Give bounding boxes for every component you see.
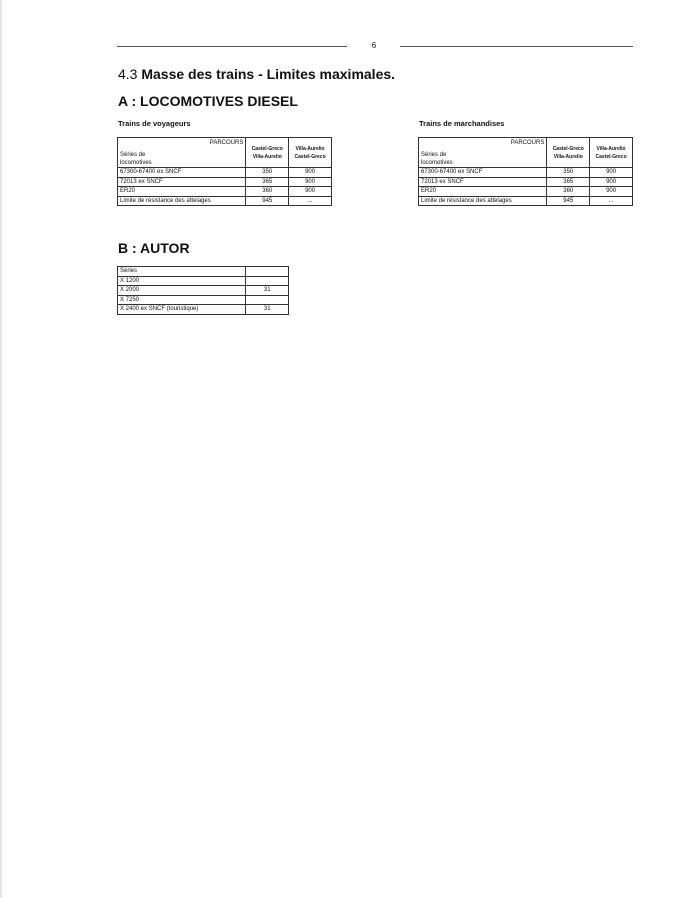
table-row (118, 267, 289, 277)
section-b-heading: B : AUTOR (118, 240, 190, 256)
route-header (246, 138, 289, 168)
row-value: 360 (547, 187, 590, 197)
row-label: Limite de résistance des attelages (419, 196, 547, 206)
table-autor (117, 266, 289, 315)
table-row (419, 187, 633, 197)
page-number: 6 (371, 41, 377, 50)
series-label (118, 148, 246, 168)
table-row (118, 286, 289, 296)
row-value: 900 (289, 177, 332, 187)
route-from: Castel-Greco (251, 145, 283, 152)
route-from: Villa-Aurelio (295, 145, 325, 152)
table-row (419, 168, 633, 178)
row-label: X 2400 ex SNCF (touristique) (118, 305, 246, 315)
row-label: ER20 (419, 187, 547, 197)
row-label: 67300-67400 ex SNCF (419, 168, 547, 178)
header-value (246, 267, 289, 277)
table-voyageurs (117, 137, 332, 206)
row-label: 67300-67400 ex SNCF (118, 168, 246, 178)
parcours-label: PARCOURS (419, 138, 547, 149)
route-to: Villa-Aurelio (252, 153, 282, 160)
parcours-label: PARCOURS (118, 138, 246, 149)
row-value: 900 (289, 168, 332, 178)
row-value: 945 (246, 196, 289, 206)
route-header (547, 138, 590, 168)
row-value: 900 (289, 187, 332, 197)
table-row (118, 177, 332, 187)
section-a-heading: A : LOCOMOTIVES DIESEL (118, 93, 298, 109)
series-header: Séries (118, 267, 246, 277)
section-number: 4.3 (118, 66, 138, 82)
row-label: 72013 ex SNCF (419, 177, 547, 187)
route-to: Castel-Greco (294, 153, 326, 160)
row-value: 350 (547, 168, 590, 178)
row-value: 31 (246, 305, 289, 315)
table-caption-voyageurs: Trains de voyageurs (118, 119, 191, 128)
row-label: X 1200 (118, 276, 246, 286)
row-label: X 2000 (118, 286, 246, 296)
row-label: X 7250 (118, 295, 246, 305)
table-row (419, 177, 633, 187)
section-title-text: Masse des trains - Limites maximales. (141, 66, 396, 82)
row-label: Limite de résistance des attelages (118, 196, 246, 206)
row-value: 365 (547, 177, 590, 187)
series-label-line: locomotives (120, 160, 152, 166)
row-value: 900 (590, 177, 633, 187)
route-to: Castel-Greco (595, 153, 627, 160)
row-value: 945 (547, 196, 590, 206)
table-caption-marchandises: Trains de marchandises (419, 119, 505, 128)
row-value (246, 295, 289, 305)
route-to: Villa-Aurelio (553, 153, 583, 160)
row-value: 900 (590, 168, 633, 178)
page-edge (0, 0, 2, 898)
row-value: 350 (246, 168, 289, 178)
series-label-line: locomotives (421, 160, 453, 166)
table-row (419, 196, 633, 206)
row-value: 900 (590, 187, 633, 197)
section-title (118, 66, 395, 82)
table-row (118, 187, 332, 197)
row-value: ... (289, 196, 332, 206)
table-row (118, 168, 332, 178)
series-label-line: Séries de (120, 152, 146, 158)
table-row (118, 196, 332, 206)
route-header (590, 138, 633, 168)
route-from: Villa-Aurelio (596, 145, 626, 152)
route-header (289, 138, 332, 168)
row-value (246, 276, 289, 286)
table-row (118, 305, 289, 315)
row-value: 31 (246, 286, 289, 296)
series-label (419, 148, 547, 168)
table-row (118, 276, 289, 286)
row-label: ER20 (118, 187, 246, 197)
header-rule-left (117, 46, 347, 47)
row-value: 365 (246, 177, 289, 187)
table-marchandises (418, 137, 633, 206)
table-row (118, 295, 289, 305)
header-rule-right (400, 46, 633, 47)
route-from: Castel-Greco (552, 145, 584, 152)
series-label-line: Séries de (421, 152, 447, 158)
row-value: 360 (246, 187, 289, 197)
row-value: ... (590, 196, 633, 206)
row-label: 72013 ex SNCF (118, 177, 246, 187)
